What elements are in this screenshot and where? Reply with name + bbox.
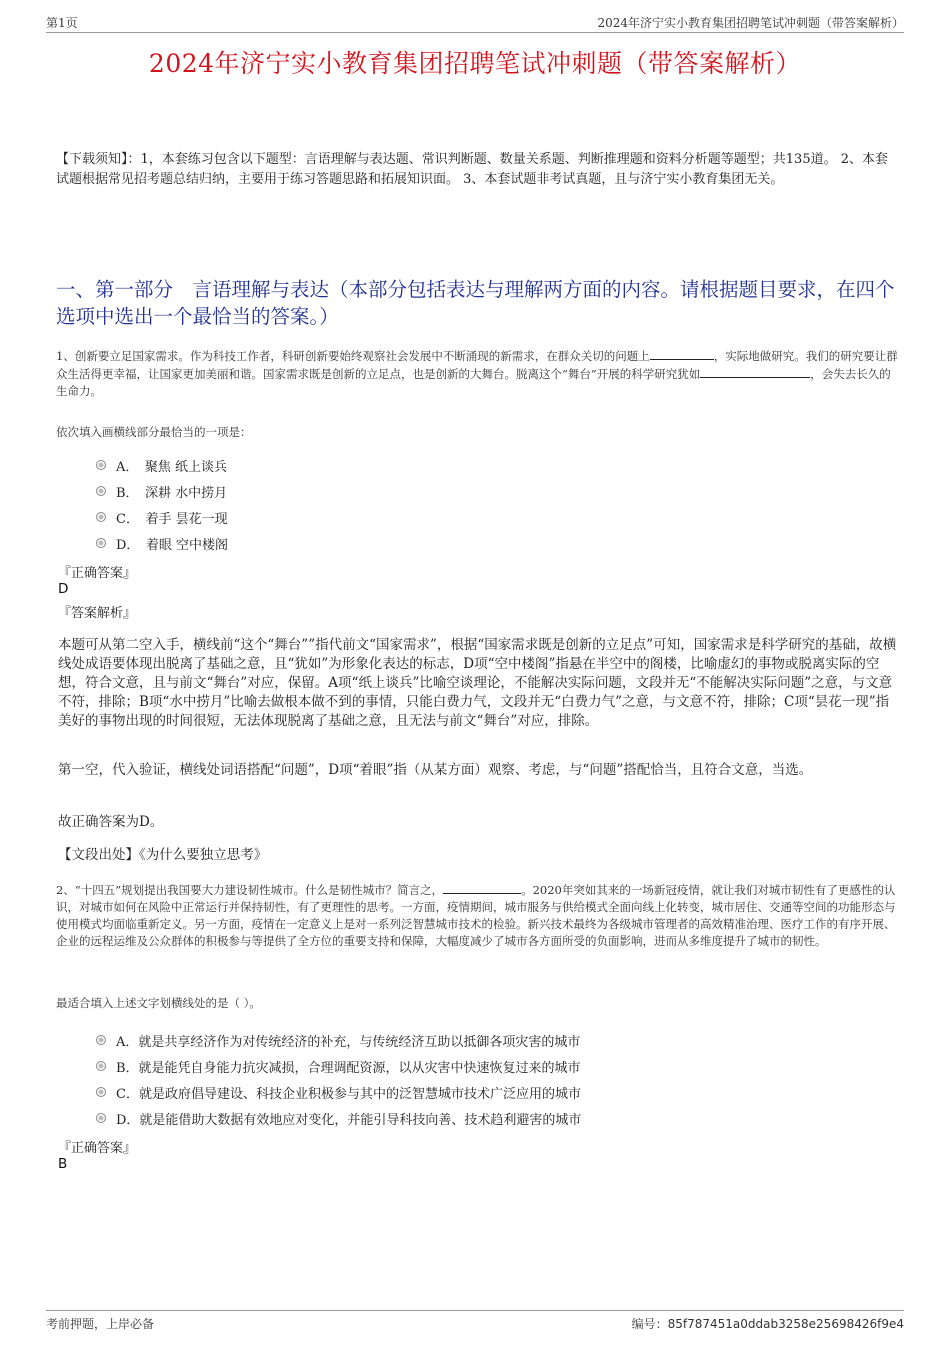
option-d-label: D． 着眼 空中楼阁 [116, 537, 229, 553]
page-number: 第1页 [46, 16, 78, 30]
question-1-stem-b: ，实际地做研究。我们的研究要让群众生活得更幸福，让国家更加美丽和谐。国家需求既是创新的立足点，也是创新的大舞台。脱离这个“舞台”开展的科学研究犹如 [56, 349, 898, 381]
radio-icon[interactable] [96, 512, 106, 522]
option-c[interactable] [96, 1079, 581, 1105]
option-b[interactable] [96, 1053, 581, 1079]
question-2-options [96, 1027, 581, 1131]
footer-slogan: 考前押题，上岸必备 [46, 1317, 155, 1331]
download-notice: 【下载须知】：1，本套练习包含以下题型：言语理解与表达题、常识判断题、数量关系题、判断推理题和资料分析题等题型；共135道。 2、本套试题根据常见招考题总结归纳，主要用于练习答题思路和拓展知识面。 3、本套试题非考试真题，且与济宁实小教育集团无关。 [56, 152, 888, 187]
header-divider [46, 32, 904, 33]
blank-3 [443, 881, 521, 894]
question-2-stem-a: 2、“十四五”规划提出我国要大力建设韧性城市。什么是韧性城市？简言之， [56, 883, 444, 897]
correct-answer-value: D [58, 581, 69, 597]
option-a[interactable] [96, 1027, 581, 1053]
correct-answer-label: 『正确答案』 [58, 566, 137, 581]
footer-divider [46, 1310, 904, 1311]
section-heading: 一、第一部分 言语理解与表达（本部分包括表达与理解两方面的内容。请根据题目要求，在四个选项中选出一个最恰当的答案。） [56, 278, 895, 328]
question-2-stem-b: 。2020年突如其来的一场新冠疫情，就让我们对城市韧性有了更感性的认识，对城市如何在风险中正常运行并保持韧性，有了更理性的思考。一方面，疫情期间，城市服务与供给模式全面向线上化转变，城市居住、交通等空间的功能形态与使用模式均面临重新定义。另一方面，疫情在一定意义上是对一系列泛智慧城市技术的检验。新兴技术最终为各级城市管理者的高效精准治理、医疗工作的有序开展、企业的远程运维及公众群体的积极参与等提供了全方位的重要支持和保障，大幅度减少了城市各方面所受的负面影响，进而从多维度提升了城市的韧性。 [56, 883, 896, 948]
correct-answer-value: B [58, 1156, 68, 1172]
option-c[interactable] [96, 504, 228, 530]
option-c-label: C．就是政府倡导建设、科技企业积极参与其中的泛智慧城市技术广泛应用的城市 [116, 1086, 581, 1102]
document-title: 2024年济宁实小教育集团招聘笔试冲刺题（带答案解析） [148, 49, 802, 78]
option-d-label: D．就是能借助大数据有效地应对变化，并能引导科技向善、技术趋利避害的城市 [116, 1112, 582, 1128]
header-doc-title: 2024年济宁实小教育集团招聘笔试冲刺题（带答案解析） [597, 16, 904, 30]
blank-2 [700, 365, 810, 378]
question-1-text [56, 347, 898, 400]
radio-icon[interactable] [96, 460, 106, 470]
code-value: 85f787451a0ddab3258e25698426f9e4 [667, 1317, 904, 1331]
radio-icon[interactable] [96, 538, 106, 548]
radio-icon[interactable] [96, 1113, 106, 1123]
radio-icon[interactable] [96, 1087, 106, 1097]
question-1-stem-a: 1、创新要立足国家需求。作为科技工作者，科研创新要始终观察社会发展中不断涌现的新需求，在群众关切的问题上 [56, 349, 650, 363]
radio-icon[interactable] [96, 486, 106, 496]
option-b[interactable] [96, 478, 228, 504]
question-1-options [96, 452, 228, 556]
analysis-conclusion: 故正确答案为D。 [58, 814, 164, 830]
option-c-label: C． 着手 昙花一现 [116, 511, 228, 527]
analysis-paragraph-1: 本题可从第二空入手，横线前“这个“舞台””指代前文“国家需求”，根据“国家需求既是创新的立足点”可知，国家需求是科学研究的基础，故横线处成语要体现出脱离了基础之意，且“犹如”为形象化表达的标志，D项“空中楼阁”指悬在半空中的阁楼，比喻虚幻的事物或脱离实际的空想，符合文意，且与前文“舞台”对应，保留。A项“纸上谈兵”比喻空谈理论，不能解决实际问题，文段并无“不能解决实际问题”之意，与文意不符，排除；B项“水中捞月”比喻去做根本做不到的事情，只能白费力气，文段并无“白费力气”之意，与文意不符，排除；C项“昙花一现”指美好的事物出现的时间很短，无法体现脱离了基础之意，且无法与前文“舞台”对应，排除。 [58, 637, 897, 729]
document-code [632, 1315, 904, 1332]
radio-icon[interactable] [96, 1035, 106, 1045]
correct-answer-label: 『正确答案』 [58, 1141, 137, 1156]
analysis-label: 『答案解析』 [58, 606, 137, 621]
radio-icon[interactable] [96, 1061, 106, 1071]
passage-source: 【文段出处】《为什么要独立思考》 [58, 847, 268, 863]
question-1-prompt: 依次填入画横线部分最恰当的一项是： [56, 425, 252, 439]
option-b-label: B．就是能凭自身能力抗灾减损，合理调配资源，以从灾害中快速恢复过来的城市 [116, 1060, 581, 1076]
option-a-label: A． 聚焦 纸上谈兵 [116, 459, 228, 475]
question-2-prompt: 最适合填入上述文字划横线处的是（ ）。 [56, 996, 261, 1010]
blank-1 [650, 347, 714, 360]
option-d[interactable] [96, 1105, 581, 1131]
question-2-text [56, 881, 898, 950]
option-a[interactable] [96, 452, 228, 478]
option-a-label: A．就是共享经济作为对传统经济的补充，与传统经济互助以抵御各项灾害的城市 [116, 1034, 581, 1050]
code-label: 编号： [631, 1317, 668, 1331]
question-1-stem-c: ，会失去长久的生命力。 [56, 367, 891, 398]
option-b-label: B． 深耕 水中捞月 [116, 485, 228, 501]
option-d[interactable] [96, 530, 228, 556]
analysis-paragraph-2: 第一空，代入验证，横线处词语搭配“问题”，D项“着眼”指（从某方面）观察、考虑，与“问题”搭配恰当，且符合文意，当选。 [58, 762, 813, 778]
